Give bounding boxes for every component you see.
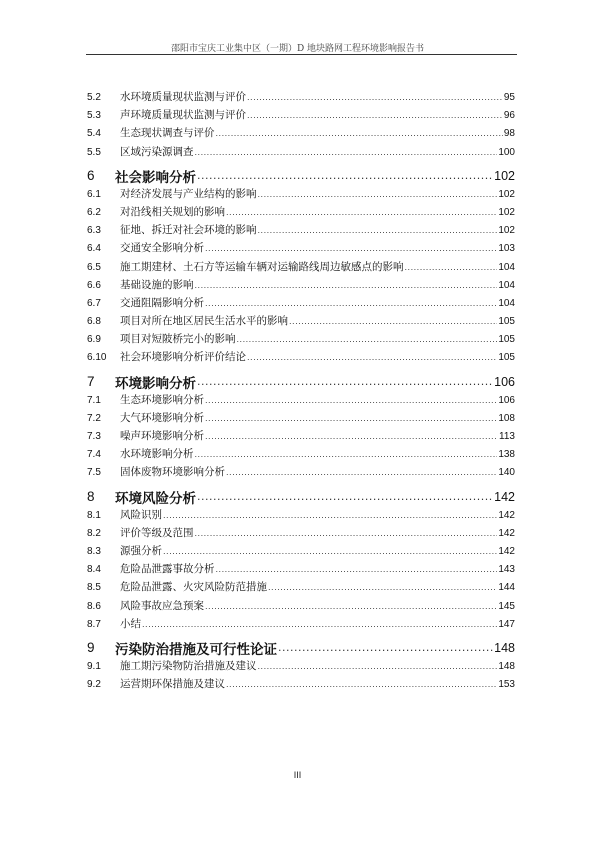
- toc-entry-title: 施工期建材、土石方等运输车辆对运输路线周边敏感点的影响: [120, 260, 404, 273]
- toc-entry-page: 98: [503, 128, 515, 140]
- toc-entry-title: 征地、拆迁对社会环境的影响: [120, 224, 257, 237]
- toc-entry-number: 7.2: [87, 412, 101, 424]
- toc-dot-leader: [226, 680, 497, 689]
- toc-entry-page: 148: [498, 660, 515, 672]
- toc-section-entry[interactable]: [87, 525, 515, 543]
- toc-entry-title: 项目对短陂桥完小的影响: [120, 333, 236, 346]
- toc-entry-page: 106: [498, 394, 515, 406]
- toc-entry-number: 6.2: [87, 206, 101, 218]
- toc-entry-number: 8.4: [87, 564, 101, 576]
- toc-entry-page: 102: [498, 188, 515, 200]
- toc-section-entry[interactable]: [87, 464, 515, 482]
- toc-entry-title: 交通安全影响分析: [120, 242, 204, 255]
- toc-dot-leader: [226, 468, 497, 477]
- toc-entry-page: 147: [498, 618, 515, 630]
- toc-entry-page: 95: [503, 92, 515, 103]
- toc-section-entry[interactable]: [87, 579, 515, 597]
- toc-chapter-entry[interactable]: [87, 634, 515, 658]
- toc-dot-leader: [205, 396, 497, 405]
- toc-dot-leader: [195, 529, 498, 538]
- toc-entry-page: 102: [494, 168, 515, 183]
- toc-entry-number: 7.4: [87, 449, 101, 461]
- toc-entry-number: 6.1: [87, 188, 101, 200]
- toc-entry-title: 环境风险分析: [115, 490, 196, 507]
- toc-section-entry[interactable]: [87, 331, 515, 349]
- toc-section-entry[interactable]: [87, 658, 515, 676]
- toc-entry-number: 8.7: [87, 618, 101, 630]
- toc-entry-title: 污染防治措施及可行性论证: [115, 641, 277, 658]
- toc-entry-page: 106: [494, 374, 515, 389]
- toc-entry-title: 大气环境影响分析: [120, 411, 204, 424]
- toc-entry-number: 9: [87, 640, 95, 656]
- toc-entry-title: 水环境质量现状监测与评价: [120, 91, 246, 103]
- toc-dot-leader: [237, 335, 498, 344]
- table-of-contents: [87, 89, 515, 694]
- toc-entry-title: 噪声环境影响分析: [120, 430, 204, 442]
- toc-chapter-entry[interactable]: [87, 162, 515, 186]
- toc-section-entry[interactable]: [87, 676, 515, 694]
- toc-section-entry[interactable]: [87, 598, 515, 616]
- toc-entry-page: 104: [498, 279, 515, 291]
- toc-section-entry[interactable]: [87, 144, 515, 162]
- toc-entry-title: 对沿线相关规划的影响: [120, 205, 225, 218]
- toc-entry-title: 对经济发展与产业结构的影响: [120, 187, 257, 200]
- toc-entry-page: 108: [498, 412, 515, 424]
- toc-entry-number: 9.1: [87, 660, 101, 672]
- toc-entry-number: 8.1: [87, 509, 101, 521]
- toc-entry-page: 148: [494, 640, 515, 655]
- toc-entry-title: 水环境影响分析: [120, 448, 194, 461]
- toc-entry-number: 7: [87, 374, 95, 390]
- toc-entry-page: 102: [498, 225, 515, 237]
- toc-entry-number: 7.3: [87, 431, 101, 442]
- toc-entry-title: 风险识别: [120, 508, 162, 521]
- toc-entry-number: 8: [87, 489, 95, 505]
- toc-entry-title: 评价等级及范围: [120, 526, 194, 539]
- toc-entry-page: 96: [503, 110, 515, 122]
- toc-dot-leader: [247, 111, 503, 120]
- toc-dot-leader: [197, 375, 493, 388]
- toc-section-entry[interactable]: [87, 186, 515, 204]
- toc-section-entry[interactable]: [87, 89, 515, 107]
- toc-entry-page: 142: [494, 489, 515, 504]
- toc-dot-leader: [197, 169, 493, 182]
- toc-dot-leader: [205, 432, 498, 441]
- toc-dot-leader: [247, 93, 503, 102]
- toc-entry-title: 生态现状调查与评价: [120, 127, 215, 140]
- toc-dot-leader: [195, 450, 498, 459]
- toc-entry-title: 风险事故应急预案: [120, 599, 204, 612]
- toc-entry-number: 7.1: [87, 394, 101, 406]
- toc-dot-leader: [197, 490, 493, 503]
- toc-entry-number: 6.9: [87, 334, 101, 346]
- toc-entry-number: 5.4: [87, 128, 101, 140]
- toc-entry-page: 104: [498, 261, 515, 273]
- toc-entry-page: 113: [499, 431, 515, 442]
- toc-entry-number: 8.6: [87, 600, 101, 612]
- toc-entry-title: 危险品泄露事故分析: [120, 563, 215, 576]
- toc-entry-page: 142: [498, 509, 515, 521]
- toc-section-entry[interactable]: [87, 428, 515, 446]
- toc-entry-number: 5.5: [87, 146, 101, 158]
- toc-entry-title: 源强分析: [120, 544, 162, 557]
- toc-entry-page: 140: [498, 467, 515, 479]
- toc-dot-leader: [205, 299, 497, 308]
- toc-entry-number: 5.3: [87, 110, 101, 122]
- toc-entry-page: 104: [498, 297, 515, 309]
- toc-entry-number: 7.5: [87, 467, 101, 479]
- toc-section-entry[interactable]: [87, 507, 515, 525]
- toc-section-entry[interactable]: [87, 543, 515, 561]
- toc-entry-page: 105: [498, 334, 515, 346]
- toc-entry-number: 9.2: [87, 679, 101, 691]
- toc-entry-number: 8.5: [87, 582, 101, 594]
- toc-dot-leader: [195, 148, 498, 157]
- toc-dot-leader: [163, 547, 497, 556]
- toc-section-entry[interactable]: [87, 446, 515, 464]
- toc-entry-number: 6.5: [87, 261, 101, 273]
- toc-dot-leader: [247, 353, 497, 362]
- toc-entry-page: 142: [498, 527, 515, 539]
- toc-dot-leader: [405, 263, 498, 272]
- toc-section-entry[interactable]: [87, 125, 515, 143]
- toc-dot-leader: [289, 317, 497, 326]
- toc-entry-title: 交通阻隔影响分析: [120, 296, 204, 309]
- toc-entry-title: 社会环境影响分析评价结论: [120, 351, 246, 364]
- toc-entry-number: 6.6: [87, 279, 101, 291]
- toc-entry-title: 运营期环保措施及建议: [120, 678, 225, 691]
- toc-entry-page: 102: [498, 206, 515, 218]
- toc-chapter-entry[interactable]: [87, 483, 515, 507]
- toc-section-entry[interactable]: [87, 392, 515, 410]
- toc-dot-leader: [195, 281, 498, 290]
- toc-entry-number: 6.4: [87, 243, 101, 255]
- toc-section-entry[interactable]: [87, 313, 515, 331]
- toc-entry-title: 小结: [120, 617, 141, 630]
- toc-dot-leader: [258, 226, 498, 235]
- toc-entry-title: 生态环境影响分析: [120, 393, 204, 406]
- toc-section-entry[interactable]: [87, 222, 515, 240]
- toc-section-entry[interactable]: [87, 295, 515, 313]
- toc-entry-page: 144: [498, 582, 515, 594]
- toc-entry-number: 6.8: [87, 316, 101, 328]
- toc-section-entry[interactable]: [87, 107, 515, 125]
- toc-entry-page: 103: [498, 243, 515, 255]
- toc-entry-page: 145: [498, 600, 515, 612]
- toc-dot-leader: [216, 565, 498, 574]
- toc-entry-page: 100: [498, 146, 515, 158]
- toc-section-entry[interactable]: [87, 204, 515, 222]
- toc-entry-number: 8.3: [87, 545, 101, 557]
- toc-section-entry[interactable]: [87, 349, 515, 367]
- toc-entry-title: 固体废物环境影响分析: [120, 466, 225, 479]
- toc-entry-number: 6.10: [87, 352, 107, 364]
- toc-entry-title: 基础设施的影响: [120, 278, 194, 291]
- toc-dot-leader: [226, 208, 497, 217]
- toc-entry-page: 153: [498, 679, 515, 691]
- toc-section-entry[interactable]: [87, 561, 515, 579]
- toc-dot-leader: [216, 129, 503, 138]
- toc-section-entry[interactable]: [87, 259, 515, 277]
- toc-entry-number: 6.7: [87, 297, 101, 309]
- toc-dot-leader: [163, 511, 497, 520]
- toc-entry-number: 6: [87, 168, 95, 184]
- toc-entry-number: 5.2: [87, 92, 101, 103]
- toc-dot-leader: [278, 641, 493, 654]
- toc-entry-title: 区域污染源调查: [120, 145, 194, 158]
- toc-entry-title: 环境影响分析: [115, 375, 196, 392]
- toc-chapter-entry[interactable]: [87, 368, 515, 392]
- toc-dot-leader: [205, 414, 497, 423]
- toc-entry-title: 项目对所在地区居民生活水平的影响: [120, 315, 288, 328]
- toc-entry-page: 105: [498, 352, 515, 364]
- header-divider: [86, 54, 517, 55]
- toc-dot-leader: [205, 244, 497, 253]
- toc-section-entry[interactable]: [87, 410, 515, 428]
- toc-entry-number: 8.2: [87, 527, 101, 539]
- toc-dot-leader: [258, 190, 498, 199]
- toc-section-entry[interactable]: [87, 616, 515, 634]
- toc-dot-leader: [205, 602, 497, 611]
- toc-entry-title: 施工期污染物防治措施及建议: [120, 659, 257, 672]
- toc-entry-title: 声环境质量现状监测与评价: [120, 109, 246, 122]
- toc-section-entry[interactable]: [87, 277, 515, 295]
- toc-entry-page: 142: [498, 545, 515, 557]
- toc-dot-leader: [268, 583, 497, 592]
- toc-entry-title: 社会影响分析: [115, 169, 196, 186]
- toc-entry-page: 143: [498, 564, 515, 576]
- page-number: III: [293, 770, 302, 780]
- toc-dot-leader: [142, 620, 497, 629]
- toc-entry-page: 138: [498, 449, 515, 461]
- toc-dot-leader: [258, 662, 498, 671]
- toc-entry-page: 105: [498, 316, 515, 328]
- toc-section-entry[interactable]: [87, 240, 515, 258]
- toc-entry-number: 6.3: [87, 225, 101, 237]
- running-header: 邵阳市宝庆工业集中区（一期）D 地块路网工程环境影响报告书: [170, 44, 425, 54]
- toc-entry-title: 危险品泄露、火灾风险防范措施: [120, 581, 267, 594]
